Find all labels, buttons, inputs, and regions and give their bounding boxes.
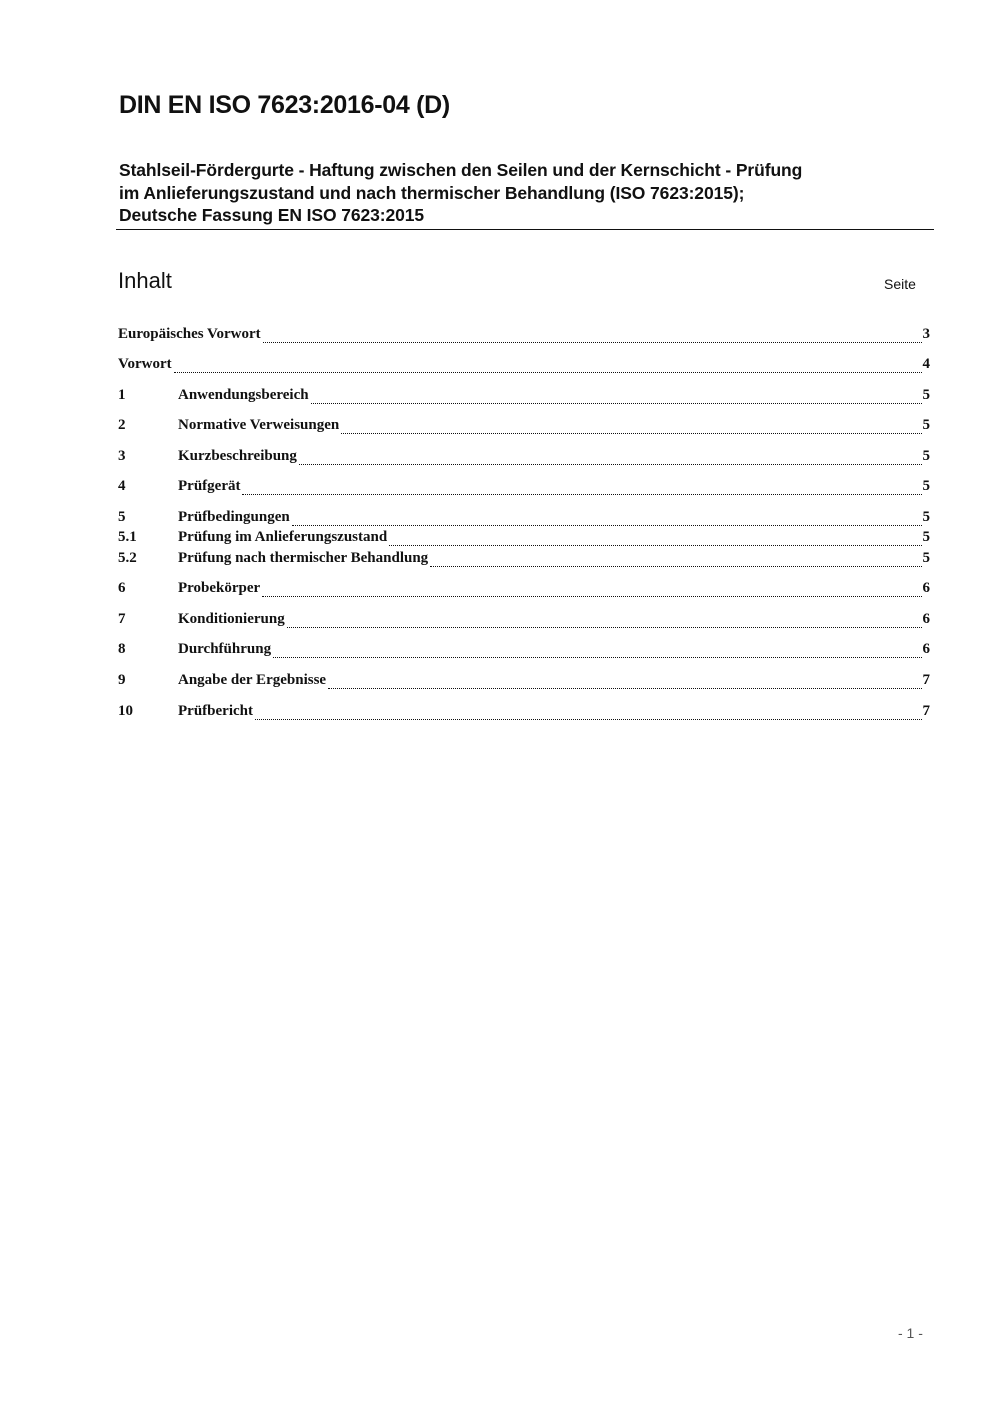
toc-entry[interactable]: [118, 478, 930, 498]
toc-dot-leader: [262, 592, 921, 597]
toc-entry-title: Probekörper: [178, 580, 261, 596]
table-of-contents: [118, 0, 930, 760]
toc-entry[interactable]: [118, 417, 930, 437]
toc-dot-leader: [292, 521, 922, 526]
toc-entry-number: 5.2: [118, 550, 137, 566]
toc-dot-leader: [430, 562, 921, 567]
toc-dot-leader: [389, 541, 921, 546]
toc-dot-leader: [328, 684, 921, 689]
toc-entry-number: 5: [118, 509, 126, 525]
subtitle-line: Deutsche Fassung EN ISO 7623:2015: [119, 205, 425, 225]
subtitle-line: Stahlseil-Fördergurte - Haftung zwischen den Seilen und der Kernschicht - Prüfung: [119, 160, 803, 180]
toc-dot-leader: [263, 338, 922, 343]
document-id-title: DIN EN ISO 7623:2016-04 (D): [119, 91, 450, 119]
toc-entry-title: Durchführung: [178, 641, 272, 657]
toc-dot-leader: [341, 429, 921, 434]
toc-entry[interactable]: [118, 509, 930, 529]
toc-entry[interactable]: [118, 580, 930, 600]
toc-entry-number: 4: [118, 478, 126, 494]
toc-entry-page: 5: [922, 478, 930, 494]
toc-entry-page: 5: [922, 387, 930, 403]
toc-dot-leader: [273, 653, 921, 658]
toc-entry[interactable]: [118, 641, 930, 661]
toc-entry-title: Angabe der Ergebnisse: [178, 672, 327, 688]
toc-entry-number: 7: [118, 611, 126, 627]
toc-entry-title: Europäisches Vorwort: [118, 326, 261, 342]
toc-entry-page: 6: [922, 611, 930, 627]
toc-entry-number: 8: [118, 641, 126, 657]
toc-entry-title: Prüfbedingungen: [178, 509, 290, 525]
toc-entry-title: Anwendungsbereich: [178, 387, 309, 403]
toc-entry-title: Vorwort: [118, 356, 172, 372]
toc-entry[interactable]: [118, 672, 930, 692]
toc-dot-leader: [174, 368, 922, 373]
toc-entry-number: 9: [118, 672, 126, 688]
toc-entry-page: 7: [922, 703, 930, 719]
toc-dot-leader: [299, 460, 922, 465]
toc-entry-number: 6: [118, 580, 126, 596]
footer-page-number: - 1 -: [898, 1325, 923, 1341]
toc-entry-page: 6: [922, 641, 930, 657]
toc-entry-number: 10: [118, 703, 133, 719]
toc-entry-title: Normative Verweisungen: [178, 417, 340, 433]
toc-entry[interactable]: [118, 356, 930, 376]
toc-entry-title: Prüfung nach thermischer Behandlung: [178, 550, 429, 566]
toc-entry-page: 6: [922, 580, 930, 596]
toc-entry-number: 2: [118, 417, 126, 433]
toc-entry[interactable]: [118, 326, 930, 346]
toc-entry[interactable]: [118, 529, 930, 549]
toc-entry-page: 5: [922, 529, 930, 545]
subtitle-line: im Anlieferungszustand und nach thermischer Behandlung (ISO 7623:2015);: [119, 182, 745, 203]
toc-entry[interactable]: [118, 387, 930, 407]
toc-entry-title: Prüfgerät: [178, 478, 241, 494]
toc-entry-title: Konditionierung: [178, 611, 285, 627]
toc-entry-page: 7: [922, 672, 930, 688]
toc-dot-leader: [255, 715, 922, 720]
toc-entry[interactable]: [118, 611, 930, 631]
toc-entry-page: 5: [922, 448, 930, 464]
toc-entry[interactable]: [118, 703, 930, 723]
toc-entry-title: Kurzbeschreibung: [178, 448, 297, 464]
toc-entry-number: 1: [118, 387, 126, 403]
toc-heading: Inhalt: [118, 268, 172, 293]
toc-entry-page: 3: [922, 326, 930, 342]
toc-dot-leader: [311, 399, 922, 404]
toc-entry-page: 5: [922, 550, 930, 566]
toc-entry-title: Prüfbericht: [178, 703, 253, 719]
toc-entry-page: 5: [922, 417, 930, 433]
toc-entry[interactable]: [118, 550, 930, 570]
toc-entry-page: 4: [922, 356, 930, 372]
toc-dot-leader: [242, 490, 921, 495]
toc-entry-number: 3: [118, 448, 126, 464]
toc-page-column-label: Seite: [884, 276, 916, 292]
toc-entry-number: 5.1: [118, 529, 137, 545]
toc-dot-leader: [287, 623, 922, 628]
toc-entry-page: 5: [922, 509, 930, 525]
toc-entry-title: Prüfung im Anlieferungszustand: [178, 529, 388, 545]
toc-entry[interactable]: [118, 448, 930, 468]
